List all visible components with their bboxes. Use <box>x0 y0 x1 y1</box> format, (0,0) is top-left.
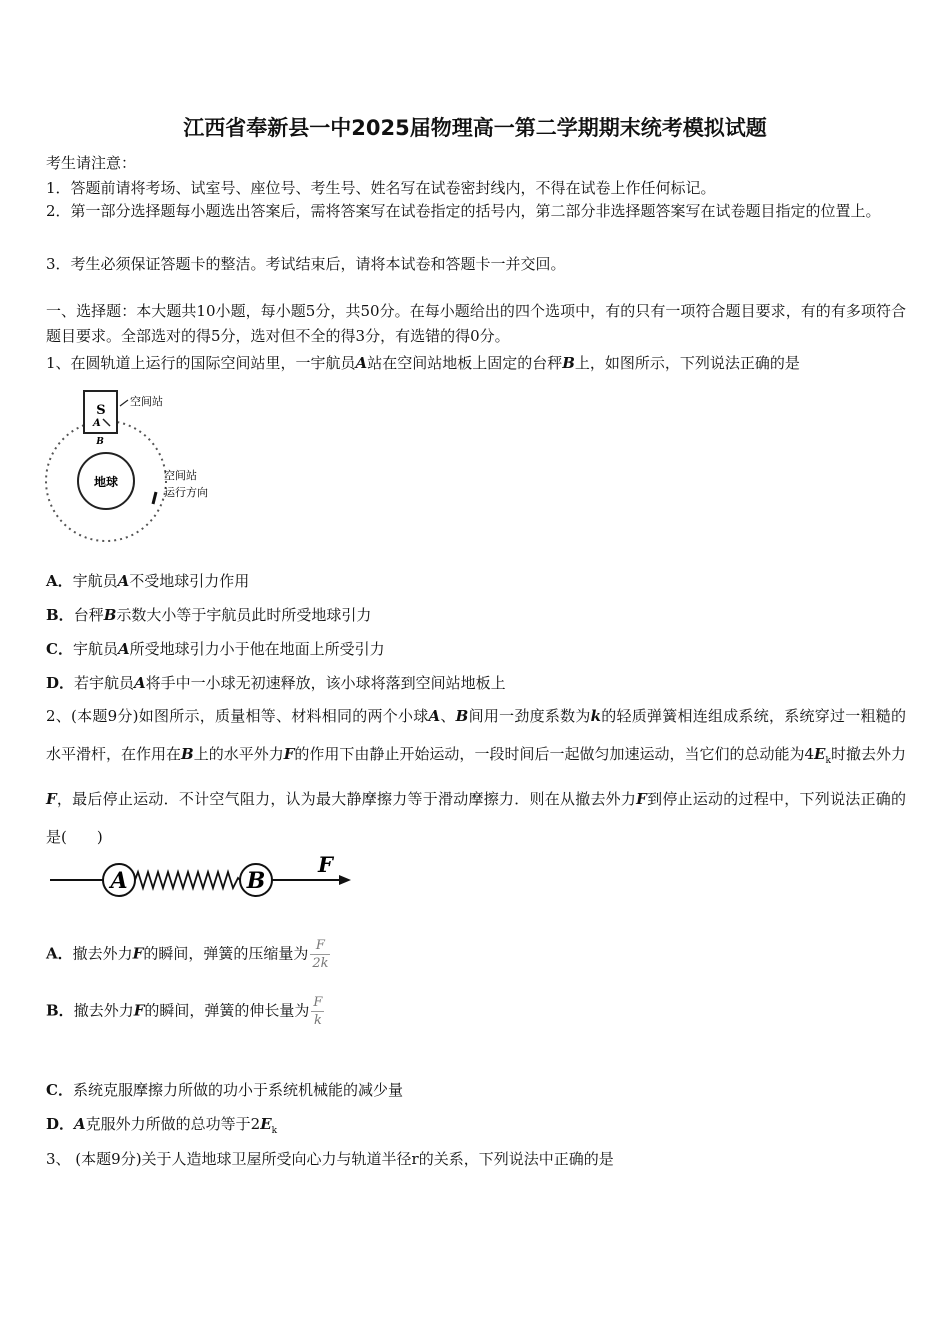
page-title: 江西省奉新县一中2025届物理高一第二学期期末统考模拟试题 <box>183 116 767 140</box>
fraction-f-over-2k: $\frac{F}{2k}$ <box>312 938 329 971</box>
notice-heading: 考生请注意： <box>46 154 137 172</box>
force-arrow-icon <box>339 875 351 885</box>
force-label: F <box>318 852 333 877</box>
direction-label-1: 空间站 <box>164 469 197 482</box>
ball-b-label: B <box>246 868 266 894</box>
q1-option-b: B．台秤B示数大小等于宇航员此时所受地球引力 <box>46 606 372 624</box>
station-label: 空间站 <box>130 395 163 408</box>
q2-option-c: C．系统克服摩擦力所做的功小于系统机械能的减少量 <box>46 1081 403 1099</box>
scale-label-s: S <box>96 403 106 418</box>
q2-option-a: A．撤去外力F的瞬间，弹簧的压缩量为 $\frac{F}{2k}$ <box>46 938 329 971</box>
ball-a-label: A <box>110 868 128 894</box>
space-station-figure <box>44 386 244 546</box>
astronaut-label-a: A <box>93 418 101 429</box>
fraction-f-over-k: $\frac{F}{k}$ <box>313 995 323 1028</box>
earth-label: 地球 <box>93 475 119 489</box>
q1-option-a: A．宇航员A不受地球引力作用 <box>46 572 250 590</box>
q2-option-b: B．撤去外力F的瞬间，弹簧的伸长量为 $\frac{F}{k}$ <box>46 995 323 1028</box>
scale-label-b: B <box>96 437 104 447</box>
section-heading: 一、选择题：本大题共10小题，每小题5分，共50分。在每小题给出的四个选项中，有的只有一项符合题目要求，有的有多项符合题目要求。全部选对的得5分，选对但不全的得3分，有选错的得0分。 <box>46 302 906 345</box>
direction-arrow-icon <box>153 492 156 504</box>
spring-system-figure <box>46 848 366 904</box>
notice-item-2: 2．第一部分选择题每小题选出答案后，需将答案写在试卷指定的括号内，第二部分非选择题答案写在试卷题目指定的位置上。 <box>46 202 881 220</box>
q1-option-d: D．若宇航员A将手中一小球无初速释放，该小球将落到空间站地板上 <box>46 674 506 692</box>
question-1-stem: 1、在圆轨道上运行的国际空间站里，一宇航员A站在空间站地板上固定的台秤B上，如图所示，下列说法正确的是 <box>46 354 800 372</box>
question-3-stem: 3、 (本题9分)关于人造地球卫屋所受向心力与轨道半径r的关系，下列说法中正确的是 <box>46 1150 614 1168</box>
notice-item-3: 3．考生必须保证答题卡的整洁。考试结束后，请将本试卷和答题卡一并交回。 <box>46 255 566 273</box>
notice-item-1: 1．答题前请将考场、试室号、座位号、考生号、姓名写在试卷密封线内，不得在试卷上作任何标记。 <box>46 179 716 197</box>
station-pointer <box>120 400 128 406</box>
q1-option-c: C．宇航员A所受地球引力小于他在地面上所受引力 <box>46 640 385 658</box>
spring <box>135 872 240 888</box>
direction-label-2: 运行方向 <box>164 486 208 499</box>
q2-option-d: D．A克服外力所做的总功等于$2E_k$ <box>46 1115 278 1136</box>
question-2-stem: 2、(本题9分)如图所示，质量相等、材料相同的两个小球A、B间用一劲度系数为k的轻质弹簧相连组成系统，系统穿过一粗糙的水平滑杆，在作用在B上的水平外力F的作用下由静止开始运动，一段时间后一起做匀加速运动，当它们的总动能为$4E_k$时撤去外力F，最后停止运动．不计空气阻力，认为最大静摩擦力等于滑动摩擦力．则在从撤去外力F到停止运动的过程中，下列说法正确的是( ) <box>46 707 906 846</box>
